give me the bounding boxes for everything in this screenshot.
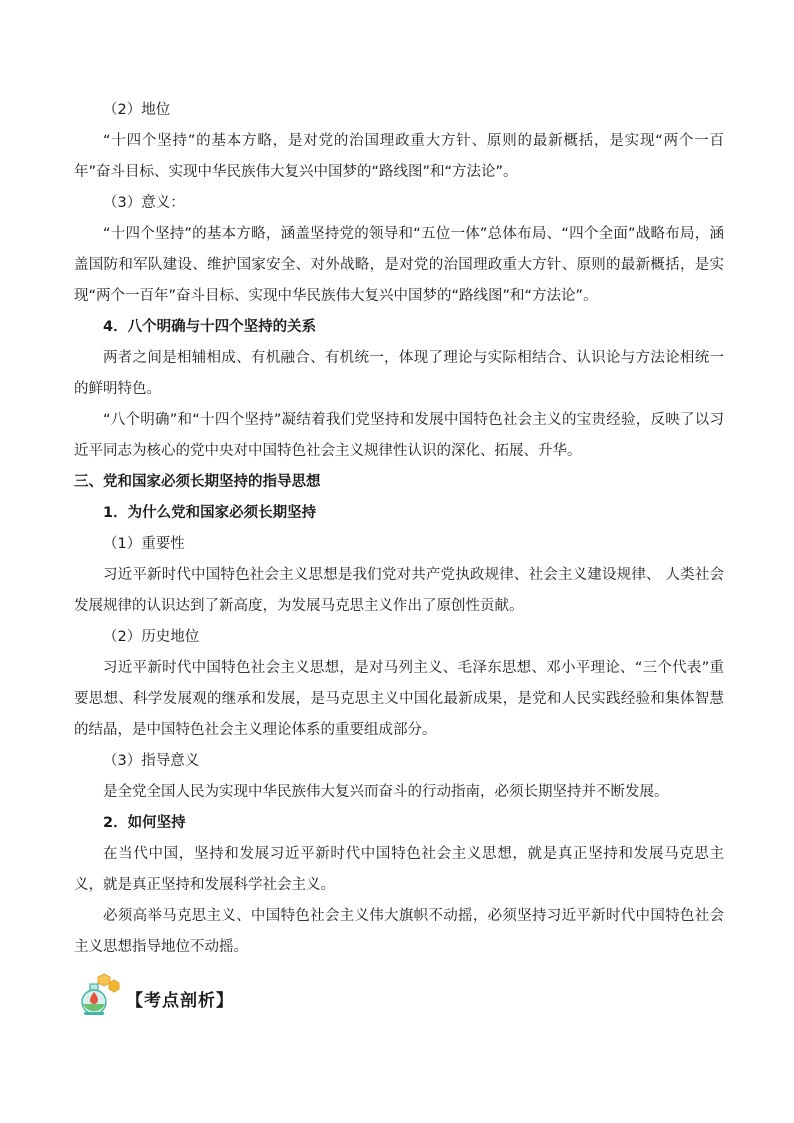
subheading: （3）意义：: [103, 195, 185, 211]
body-paragraph: 必须高举马克思主义、中国特色社会主义伟大旗帜不动摇，必须坚持习近平新时代中国特色社会主义思想指导地位不动摇。: [74, 908, 724, 955]
numbered-heading: 4．八个明确与十四个坚持的关系: [103, 319, 317, 335]
flask-icon: [74, 972, 122, 1016]
section-header-kaodian: [74, 972, 374, 1022]
body-paragraph: 是全党全国人民为实现中华民族伟大复兴而奋斗的行动指南，必须长期坚持并不断发展。: [103, 784, 669, 800]
section-heading: 三、党和国家必须长期坚持的指导思想: [74, 474, 321, 490]
body-paragraph: 两者之间是相辅相成、有机融合、有机统一，体现了理论与实际相结合、认识论与方法论相统一的鲜明特色。: [74, 350, 724, 397]
body-paragraph: 习近平新时代中国特色社会主义思想，是对马列主义、毛泽东思想、邓小平理论、“三个代表”重要思想、科学发展观的继承和发展，是马克思主义中国化最新成果，是党和人民实践经验和集体智慧的结晶，是中国特色社会主义理论体系的重要组成部分。: [74, 660, 724, 738]
subheading: （3）指导意义: [103, 753, 200, 769]
body-paragraph: “十四个坚持”的基本方略，涵盖坚持党的领导和“五位一体”总体布局、“四个全面”战略布局，涵盖国防和军队建设、维护国家安全、对外战略，是对党的治国理政重大方针、原则的最新概括，是实现“两个一百年”奋斗目标、实现中华民族伟大复兴中国梦的“路线图”和“方法论”。: [74, 226, 724, 304]
subheading: （2）地位: [103, 102, 171, 118]
numbered-heading: 2．如何坚持: [103, 815, 186, 831]
document-body: [74, 95, 724, 963]
subheading: （1）重要性: [103, 536, 185, 552]
numbered-heading: 1．为什么党和国家必须长期坚持: [103, 505, 317, 521]
section-header-label: 【考点剖析】: [126, 991, 234, 1011]
subheading: （2）历史地位: [103, 629, 200, 645]
body-paragraph: “十四个坚持”的基本方略，是对党的治国理政重大方针、原则的最新概括，是实现“两个一百年”奋斗目标、实现中华民族伟大复兴中国梦的“路线图”和“方法论”。: [74, 133, 724, 180]
body-paragraph: 习近平新时代中国特色社会主义思想是我们党对共产党执政规律、社会主义建设规律、 人类社会发展规律的认识达到了新高度，为发展马克思主义作出了原创性贡献。: [74, 567, 724, 614]
body-paragraph: “八个明确”和“十四个坚持”凝结着我们党坚持和发展中国特色社会主义的宝贵经验，反映了以习近平同志为核心的党中央对中国特色社会主义规律性认识的深化、拓展、升华。: [74, 412, 724, 459]
body-paragraph: 在当代中国，坚持和发展习近平新时代中国特色社会主义思想，就是真正坚持和发展马克思主义，就是真正坚持和发展科学社会主义。: [74, 846, 724, 893]
